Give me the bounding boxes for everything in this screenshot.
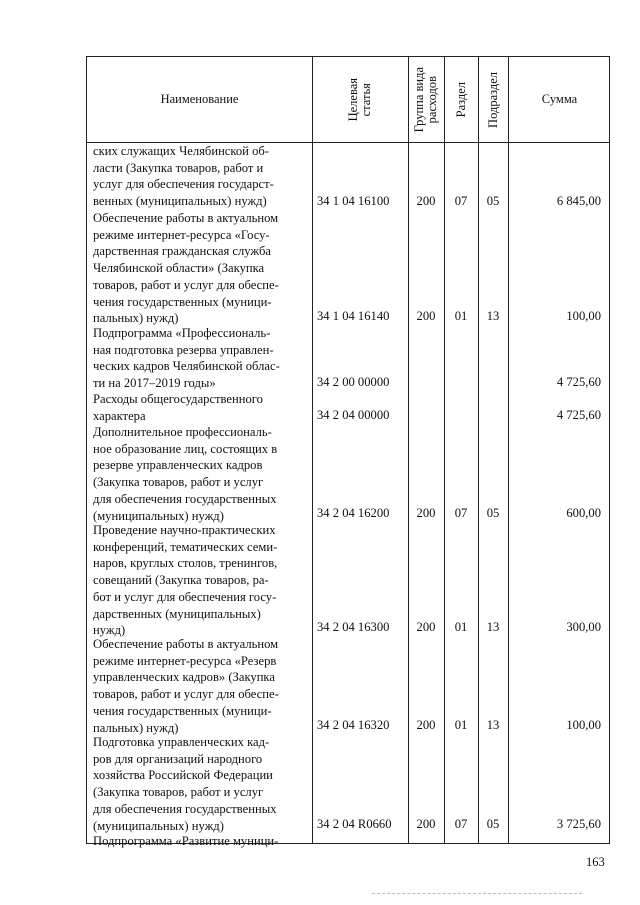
- row-subsection: 13: [486, 309, 500, 324]
- row-subsection: 05: [486, 817, 500, 832]
- row-sum: 6 845,00: [556, 194, 601, 209]
- header-subsection: [478, 57, 508, 142]
- row-sum: 100,00: [566, 718, 601, 733]
- row-group: 200: [416, 817, 436, 832]
- page-number: 163: [586, 855, 605, 869]
- table-row: [87, 143, 609, 210]
- row-section: 01: [454, 718, 468, 733]
- row-code: 34 2 04 16300: [317, 620, 390, 635]
- row-section: 07: [454, 817, 468, 832]
- header-sum: [508, 57, 611, 142]
- scan-artifact-line: [372, 893, 582, 894]
- row-code: 34 2 04 16320: [317, 718, 390, 733]
- row-sum: 3 725,60: [556, 817, 601, 832]
- header-section-label: Раздел: [453, 81, 468, 118]
- table-row: [87, 424, 609, 522]
- row-sum: 4 725,60: [556, 408, 601, 423]
- row-group: 200: [416, 620, 436, 635]
- header-sum-label: Сумма: [541, 92, 578, 106]
- header-name: [87, 57, 312, 142]
- header-section: [444, 57, 478, 142]
- table-row: [87, 325, 609, 391]
- row-code: 34 2 04 00000: [317, 408, 390, 423]
- table-row: [87, 833, 609, 850]
- budget-table: [86, 56, 610, 848]
- row-code: 34 1 04 16140: [317, 309, 390, 324]
- row-subsection: 05: [486, 506, 500, 521]
- row-name: Обеспечение работы в актуальном режиме интернет-ресурса «Госу- дарственная гражданская служба Челябинской области» (Закупка товаров, работ и услуг для обеспе- чения государственных (муници- пальных) нужд): [93, 211, 279, 326]
- header-target-label: Целевая статья: [346, 77, 373, 122]
- row-section: 01: [454, 309, 468, 324]
- row-group: 200: [416, 506, 436, 521]
- row-code: 34 2 00 00000: [317, 375, 390, 390]
- header-group: [408, 57, 444, 142]
- row-section: 01: [454, 620, 468, 635]
- row-sum: 4 725,60: [556, 375, 601, 390]
- row-subsection: 13: [486, 620, 500, 635]
- row-subsection: 05: [486, 194, 500, 209]
- row-name: Подпрограмма «Профессиональ- ная подготовка резерва управлен- ческих кадров Челябинской облас- ти на 2017–2019 годы»: [93, 326, 280, 391]
- row-name: ских служащих Челябинской об- ласти (Закупка товаров, работ и услуг для обеспечения государст- венных (муниципальных) нужд): [93, 144, 274, 209]
- row-subsection: 13: [486, 718, 500, 733]
- row-name: Дополнительное профессиональ- ное образование лиц, состоящих в резерве управленческих кадров (Закупка товаров, работ и услуг для обеспечения государственных (муниципальных) нужд): [93, 425, 278, 523]
- row-name: Проведение научно-практических конференций, тематических семи- наров, круглых столов, тренингов, совещаний (Закупка товаров, ра- бот и услуг для обеспечения госу- дарственных (муниципальных) нужд): [93, 523, 278, 638]
- row-sum: 600,00: [566, 506, 601, 521]
- row-section: 07: [454, 194, 468, 209]
- row-name: Подготовка управленческих кад- ров для организаций народного хозяйства Российской Федерации (Закупка товаров, работ и услуг для обеспечения государственных (муниципальных) нужд): [93, 735, 277, 833]
- header-subsection-label: Подраздел: [485, 71, 500, 128]
- row-code: 34 2 04 R0660: [317, 817, 392, 832]
- header-name-label: Наименование: [160, 92, 239, 106]
- row-name: Расходы общегосударственного характера: [93, 392, 263, 423]
- table-row: [87, 391, 609, 424]
- table-row: [87, 636, 609, 734]
- row-code: 34 1 04 16100: [317, 194, 390, 209]
- table-row: [87, 522, 609, 636]
- row-sum: 100,00: [566, 309, 601, 324]
- header-group-label: Группа вида расходов: [412, 66, 439, 133]
- header-target: [312, 57, 408, 142]
- row-name: Обеспечение работы в актуальном режиме интернет-ресурса «Резерв управленческих кадров» (Закупка товаров, работ и услуг для обеспе- чения государственных (муници- пальных) нужд): [93, 637, 279, 735]
- table-row: [87, 734, 609, 833]
- row-sum: 300,00: [566, 620, 601, 635]
- table-row: [87, 210, 609, 325]
- row-section: 07: [454, 506, 468, 521]
- row-group: 200: [416, 309, 436, 324]
- row-group: 200: [416, 194, 436, 209]
- row-name: Подпрограмма «Развитие муници-: [93, 834, 279, 848]
- row-group: 200: [416, 718, 436, 733]
- row-code: 34 2 04 16200: [317, 506, 390, 521]
